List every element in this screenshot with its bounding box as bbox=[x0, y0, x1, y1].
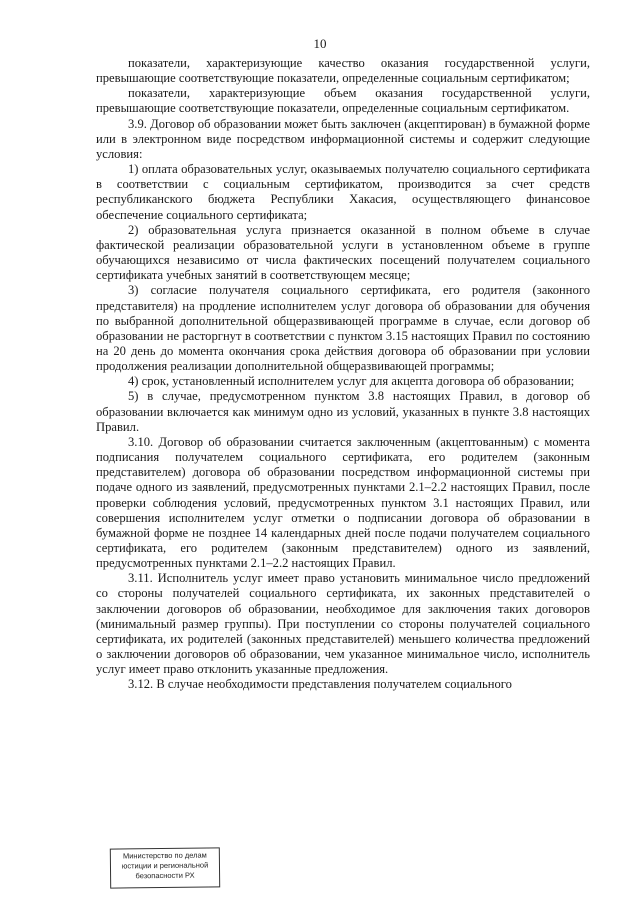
stamp-line-3: безопасности РХ bbox=[135, 870, 195, 881]
paragraph-volume-indicators: показатели, характеризующие объем оказания государственной услуги, превышающие соответствующие показатели, определенные социальным сертификатом. bbox=[96, 86, 590, 116]
paragraph-3-9-item-2: 2) образовательная услуга признается оказанной в полном объеме в случае фактической реализации образовательной услуги в установленном объеме в группе обучающихся независимо от числа фактических посещений получателем социального сертификата учебных занятий в соответствующем месяце; bbox=[96, 222, 590, 283]
paragraph-3-11: 3.11. Исполнитель услуг имеет право установить минимальное число предложений со стороны получателей социального сертификата, их законных представителей о заключении договоров об образовании, необходимое для заключения таких договоров (минимальный размер группы). При поступлении со стороны получателей социального сертификата, их родителей (законных представителей) меньшего количества предложений о заключении договоров об образовании, чем указанное минимальное число, исполнитель услуг имеет право отклонить указанные предложения. bbox=[96, 571, 590, 677]
paragraph-3-9-item-5: 5) в случае, предусмотренном пунктом 3.8 настоящих Правил, в договор об образовании включается как минимум одно из условий, указанных в пункте 3.8 настоящих Правил. bbox=[96, 389, 590, 434]
paragraph-3-12: 3.12. В случае необходимости представления получателем социального bbox=[128, 677, 512, 692]
paragraph-quality-indicators: показатели, характеризующие качество оказания государственной услуги, превышающие соответствующие показатели, определенные социальным сертификатом; bbox=[96, 56, 590, 86]
document-body bbox=[96, 56, 590, 693]
paragraph-3-9-item-3: 3) согласие получателя социального сертификата, его родителя (законного представителя) на продление исполнителем услуг договора об образовании для обучения по выбранной дополнительной общеразвивающей программе в случае, если договор об образовании не расторгнут в соответствии с пунктом 3.15 настоящих Правил по состоянию на 20 день до момента окончания срока действия договора об образовании при условии продолжения реализации дополнительной общеразвивающей программы; bbox=[96, 283, 590, 374]
page-number: 10 bbox=[313, 36, 327, 51]
ministry-stamp bbox=[110, 847, 220, 888]
paragraph-3-9-item-4: 4) срок, установленный исполнителем услуг для акцепта договора об образовании; bbox=[128, 374, 575, 389]
stamp-line-1: Министерство по делам bbox=[122, 850, 207, 861]
stamp-line-2: юстиции и региональной bbox=[121, 860, 209, 871]
paragraph-3-10: 3.10. Договор об образовании считается заключенным (акцептованным) с момента подписания получателем социального сертификата, его родителем (законным представителем) договора об образовании посредством информационной системы при подаче одного из заявлений, предусмотренных пунктами 2.1–2.2 настоящих Правил, после проверки соблюдения условий, предусмотренных пунктом 3.1 настоящих Правил, или совершения исполнителем услуг отметки о подписании договора об образовании в бумажной форме не позднее 14 календарных дней после подачи получателем социального сертификата, его родителем (законным представителем) одного из заявлений, предусмотренных пунктами 2.1–2.2 настоящих Правил. bbox=[96, 434, 590, 571]
paragraph-3-9: 3.9. Договор об образовании может быть заключен (акцептирован) в бумажной форме или в электронном виде посредством информационной системы и содержит следующие условия: bbox=[96, 116, 590, 161]
paragraph-3-9-item-1: 1) оплата образовательных услуг, оказываемых получателю социального сертификата в соответствии с социальным сертификатом, производится за счет средств республиканского бюджета Республики Хакасия, осуществляющего финансовое обеспечение социального сертификата; bbox=[96, 162, 590, 222]
